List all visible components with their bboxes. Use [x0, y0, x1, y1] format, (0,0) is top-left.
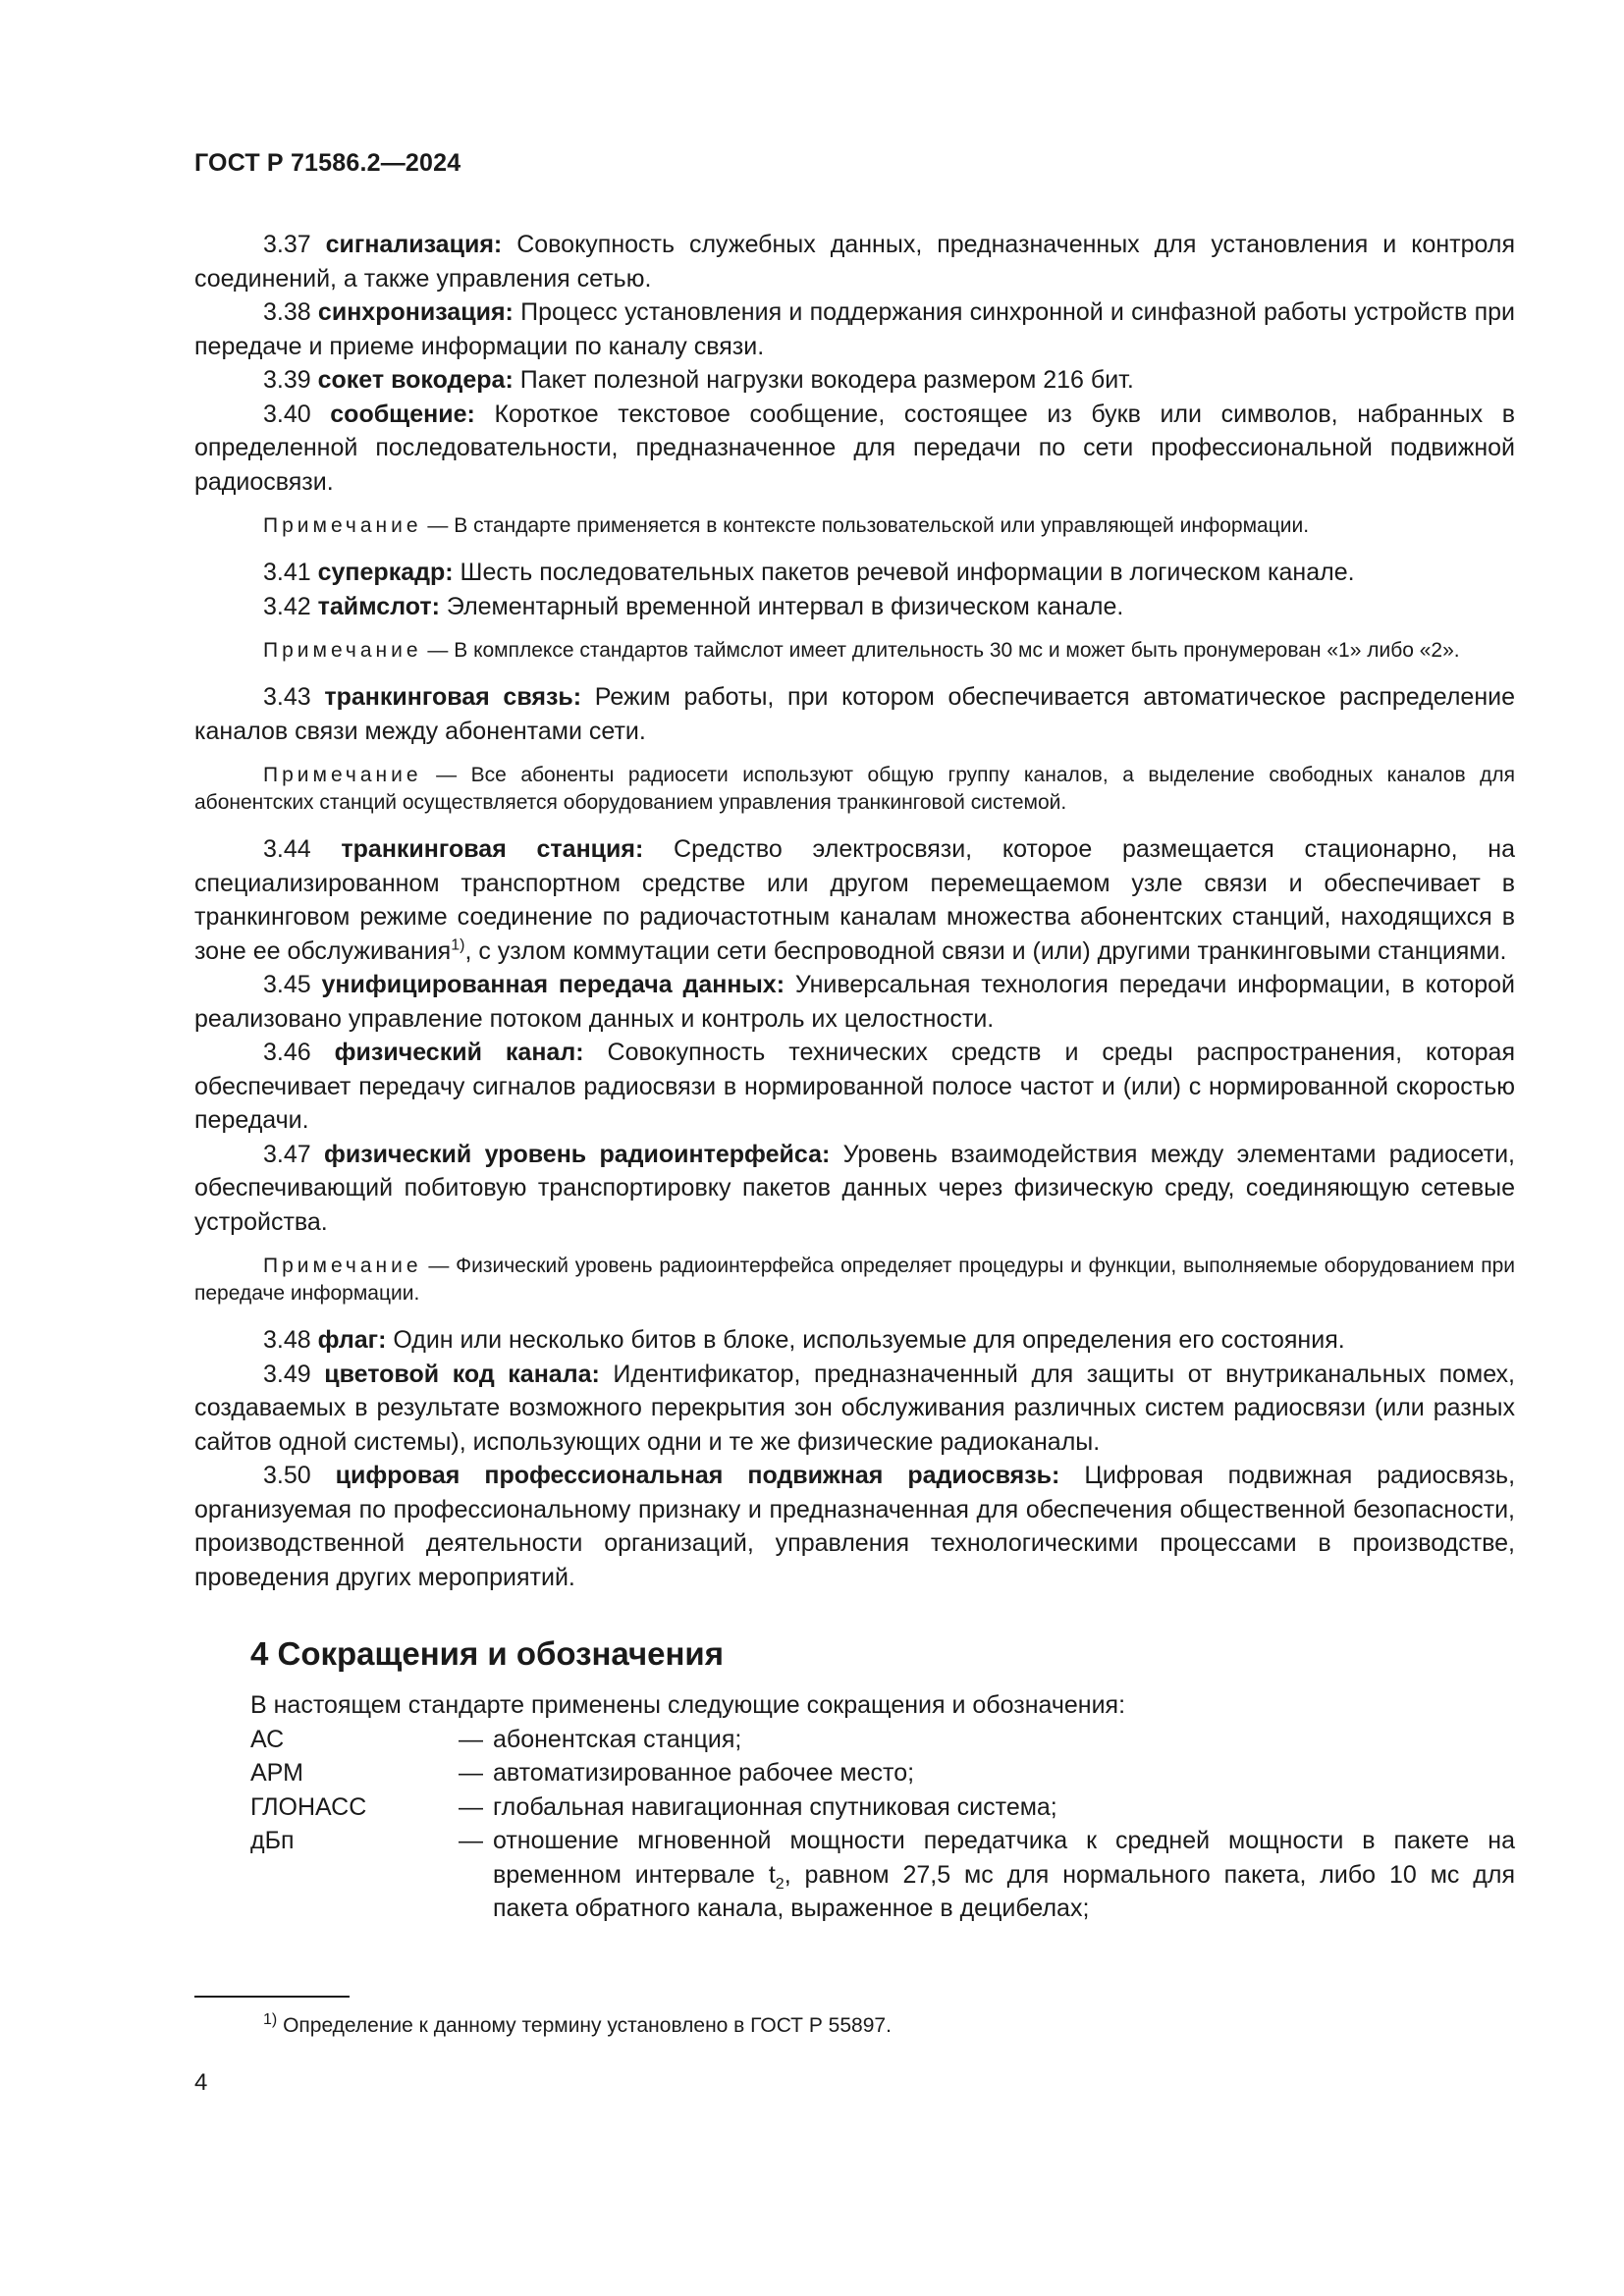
definition-3-37: 3.37 сигнализация: Совокупность служебных данных, предназначенных для установления и контроля соединений, а также управления сетью.	[194, 231, 1515, 293]
footnote-ref: 1)	[451, 936, 465, 954]
document-body	[194, 228, 1515, 1926]
abbr-definition: абонентская станция;	[493, 1725, 742, 1753]
definition-3-38: 3.38 синхронизация: Процесс установления и поддержания синхронной и синфазной работы устройств при передаче и приеме информации по каналу связи.	[194, 298, 1515, 360]
abbr-dash: —	[459, 1792, 483, 1821]
definition-3-44: 3.44 транкинговая станция: Средство электросвязи, которое размещается стационарно, на специализированном транспортном средстве или другом перемещаемом узле связи и обеспечивает в транкинговом режиме соединение по радиочастотным каналам множества абонентских станций, находящихся в зоне ее обслуживания$^{1)}$, с узлом коммутации сети беспроводной связи и (или) другими транкинговыми станциями.	[194, 835, 1515, 965]
abbr-term: дБп	[250, 1827, 295, 1854]
section-4-intro: В настоящем стандарте применены следующие сокращения и обозначения:	[250, 1691, 1126, 1719]
definition-3-50: 3.50 цифровая профессиональная подвижная радиосвязь: Цифровая подвижная радиосвязь, организуемая по профессиональному признаку и предназначенная для обеспечения общественной безопасности, производственной деятельности организаций, управления технологическими процессами в производстве, проведения других мероприятий.	[194, 1462, 1516, 1591]
page-number: 4	[194, 2069, 208, 2096]
abbr-row	[194, 1723, 1515, 1757]
definition-3-48: 3.48 флаг: Один или несколько битов в блоке, используемые для определения его состояния.	[263, 1326, 1345, 1354]
abbr-dash: —	[459, 1759, 483, 1787]
definition-3-42: 3.42 таймслот: Элементарный временной интервал в физическом канале.	[263, 592, 1124, 620]
note-3-42: Примечание — В комплексе стандартов таймслот имеет длительность 30 мс и может быть пронумерован «1» либо «2».	[263, 639, 1460, 662]
footnote-divider	[194, 1996, 350, 1998]
definition-3-43: 3.43 транкинговая связь: Режим работы, при котором обеспечивается автоматическое распределение каналов связи между абонентами сети.	[194, 683, 1515, 745]
definition-3-41: 3.41 суперкадр: Шесть последовательных пакетов речевой информации в логическом канале.	[263, 559, 1355, 586]
abbr-term: АРМ	[250, 1759, 303, 1787]
abbr-row	[194, 1790, 1515, 1825]
definition-3-47: 3.47 физический уровень радиоинтерфейса: Уровень взаимодействия между элементами радиосети, обеспечивающий побитовую транспортировку пакетов данных через физическую среду, соединяющую сетевые устройства.	[194, 1140, 1515, 1236]
abbr-term: ГЛОНАСС	[250, 1792, 367, 1821]
document-header: ГОСТ Р 71586.2—2024	[194, 149, 461, 177]
abbr-definition: глобальная навигационная спутниковая система;	[493, 1792, 1057, 1821]
abbr-dash: —	[459, 1725, 483, 1753]
abbr-row	[194, 1824, 1515, 1926]
abbr-row	[194, 1756, 1515, 1790]
definition-3-49: 3.49 цветовой код канала: Идентификатор, предназначенный для защиты от внутриканальных помех, создаваемых в результате возможного перекрытия зон обслуживания различных систем радиосвязи (или разных сайтов одной системы), использующих одни и те же физические радиоканалы.	[194, 1360, 1516, 1456]
definition-3-40: 3.40 сообщение: Короткое текстовое сообщение, состоящее из букв или символов, набранных в определенной последовательности, предназначенное для передачи по сети профессиональной подвижной радиосвязи.	[194, 400, 1515, 496]
note-3-47: Примечание — Физический уровень радиоинтерфейса определяет процедуры и функции, выполняемые оборудованием при передаче информации.	[194, 1255, 1515, 1305]
abbr-dash: —	[459, 1827, 483, 1854]
definition-3-45: 3.45 унифицированная передача данных: Универсальная технология передачи информации, в которой реализовано управление потоком данных и контроль их целостности.	[194, 971, 1515, 1033]
footnote: $^{1)}$ Определение к данному термину установлено в ГОСТ Р 55897.	[263, 2011, 892, 2037]
subscript: 2	[775, 1875, 785, 1893]
abbr-definition: отношение мгновенной мощности передатчика к средней мощности в пакете на временном интервале $t_2$, равном 27,5 мс для нормального пакета, либо 10 мс для пакета обратного канала, выраженное в децибелах;	[493, 1827, 1515, 1922]
note-3-43: Примечание — Все абоненты радиосети используют общую группу каналов, а выделение свободных каналов для абонентских станций осуществляется оборудованием управления транкинговой системой.	[194, 764, 1515, 814]
abbr-definition: автоматизированное рабочее место;	[493, 1759, 915, 1787]
section-4-title: 4 Сокращения и обозначения	[250, 1635, 724, 1672]
footnote-mark: 1)	[263, 2011, 278, 2028]
definition-3-46: 3.46 физический канал: Совокупность технических средств и среды распространения, которая обеспечивает передачу сигналов радиосвязи в нормированной полосе частот и (или) с нормированной скоростью передачи.	[194, 1039, 1516, 1134]
definition-3-39: 3.39 сокет вокодера: Пакет полезной нагрузки вокодера размером 216 бит.	[263, 366, 1134, 394]
note-3-40: Примечание — В стандарте применяется в контексте пользовательской или управляющей информации.	[263, 514, 1310, 537]
abbr-term: АС	[250, 1725, 285, 1753]
